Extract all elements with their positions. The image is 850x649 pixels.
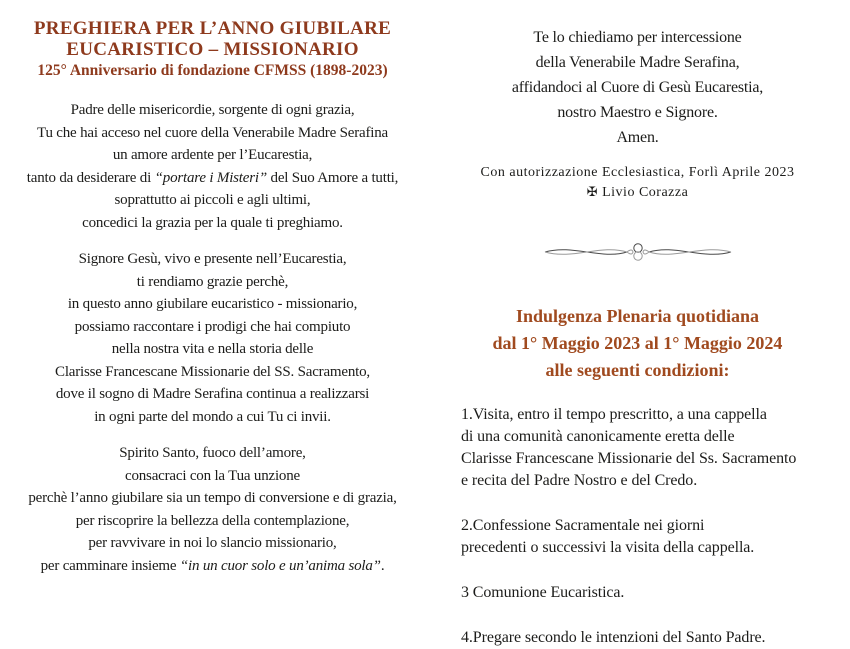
heading-line: Indulgenza Plenaria quotidiana xyxy=(515,306,760,326)
authorization-line: Con autorizzazione Ecclesiastica, Forlì Aprile 2023 xyxy=(480,165,795,180)
heading-line: alle seguenti condizioni: xyxy=(545,360,730,380)
bishop-name: Livio Corazza xyxy=(602,185,689,200)
text-segment: per camminare insieme xyxy=(40,557,180,574)
title-line: PREGHIERA PER L’ANNO GIUBILARE xyxy=(33,18,392,39)
prayer-stanza-jesus xyxy=(6,248,419,428)
text-line: in questo anno giubilare eucaristico - missionario, xyxy=(67,296,358,312)
text-line xyxy=(6,167,419,190)
text-line: concedici la grazia per la quale ti preghiamo. xyxy=(82,214,343,231)
condition-item-1 xyxy=(461,404,840,492)
text-line: ti rendiamo grazie perchè, xyxy=(136,273,289,290)
indulgence-heading xyxy=(435,303,840,384)
text-line: Clarisse Francescane Missionarie del SS. Sacramento, xyxy=(55,363,370,380)
indulgence-conditions-list xyxy=(435,404,840,649)
text-line: Padre delle misericordie, sorgente di ogni grazia, xyxy=(70,102,355,118)
text-line: di una comunità canonicamente eretta delle xyxy=(461,428,735,445)
text-line: 3 Comunione Eucaristica. xyxy=(461,584,625,601)
text-line: e recita del Padre Nostro e del Credo. xyxy=(461,472,698,489)
text-line: 2.Confessione Sacramentale nei giorni xyxy=(461,517,705,534)
ecclesiastical-authorization xyxy=(435,163,840,203)
title-line: EUCARISTICO – MISSIONARIO xyxy=(66,39,359,60)
text-segment: . xyxy=(380,557,385,574)
condition-item-3 xyxy=(461,582,840,604)
text-line: nostro Maestro e Signore. xyxy=(557,104,718,121)
text-line: Signore Gesù, vivo e presente nell’Eucarestia, xyxy=(78,251,347,267)
italic-quote: “portare i Misteri” xyxy=(154,169,267,186)
prayer-stanza-intercession xyxy=(435,25,840,150)
heading-line: dal 1° Maggio 2023 al 1° Maggio 2024 xyxy=(492,333,783,353)
text-line: soprattutto ai piccoli e agli ultimi, xyxy=(114,192,311,208)
text-line: Clarisse Francescane Missionarie del Ss. Sacramento xyxy=(461,450,797,467)
text-segment: tanto da desiderare di xyxy=(26,169,155,186)
bishop-signature xyxy=(435,183,840,203)
text-line: precedenti o successivi la visita della cappella. xyxy=(461,539,755,556)
text-line: consacraci con la Tua unzione xyxy=(125,467,300,484)
text-line: perchè l’anno giubilare sia un tempo di conversione e di grazia, xyxy=(28,490,397,506)
text-line: 1.Visita, entro il tempo prescritto, a una cappella xyxy=(461,406,767,423)
amen-line: Amen. xyxy=(616,129,659,146)
left-page xyxy=(0,0,425,614)
text-line: in ogni parte del mondo a cui Tu ci invii. xyxy=(94,408,331,425)
text-line: della Venerabile Madre Serafina, xyxy=(535,54,740,71)
text-line: per riscoprire la bellezza della contemplazione, xyxy=(75,512,350,529)
anniversary-subtitle: 125° Anniversario di fondazione CFMSS (1898-2023) xyxy=(37,62,388,79)
text-line: nella nostra vita e nella storia delle xyxy=(111,341,314,357)
text-line xyxy=(6,555,419,578)
right-page xyxy=(425,0,850,646)
condition-item-2 xyxy=(461,515,840,559)
prayer-stanza-father xyxy=(6,99,419,234)
page-title xyxy=(6,18,419,60)
text-line: possiamo raccontare i prodigi che hai compiuto xyxy=(74,318,351,335)
text-line: Te lo chiediamo per intercessione xyxy=(533,29,742,46)
text-line: 4.Pregare secondo le intenzioni del Santo Padre. xyxy=(461,629,766,646)
text-line: dove il sogno di Madre Serafina continua a realizzarsi xyxy=(55,386,370,402)
italic-quote: “in un cuor solo e un’anima sola” xyxy=(179,557,381,574)
text-line: Tu che hai acceso nel cuore della Venerabile Madre Serafina xyxy=(37,124,388,141)
prayer-stanza-spirit xyxy=(6,442,419,577)
text-line: per ravvivare in noi lo slancio missionario, xyxy=(88,535,337,551)
episcopal-cross-icon: ✠ xyxy=(586,185,599,200)
ornamental-divider xyxy=(435,239,840,265)
flourish-icon xyxy=(543,239,733,265)
text-segment: del Suo Amore a tutti, xyxy=(266,169,399,186)
text-line: un amore ardente per l’Eucarestia, xyxy=(112,147,313,163)
text-line: Spirito Santo, fuoco dell’amore, xyxy=(119,445,306,461)
text-line: affidandoci al Cuore di Gesù Eucarestia, xyxy=(511,79,764,96)
condition-item-4 xyxy=(461,627,840,649)
